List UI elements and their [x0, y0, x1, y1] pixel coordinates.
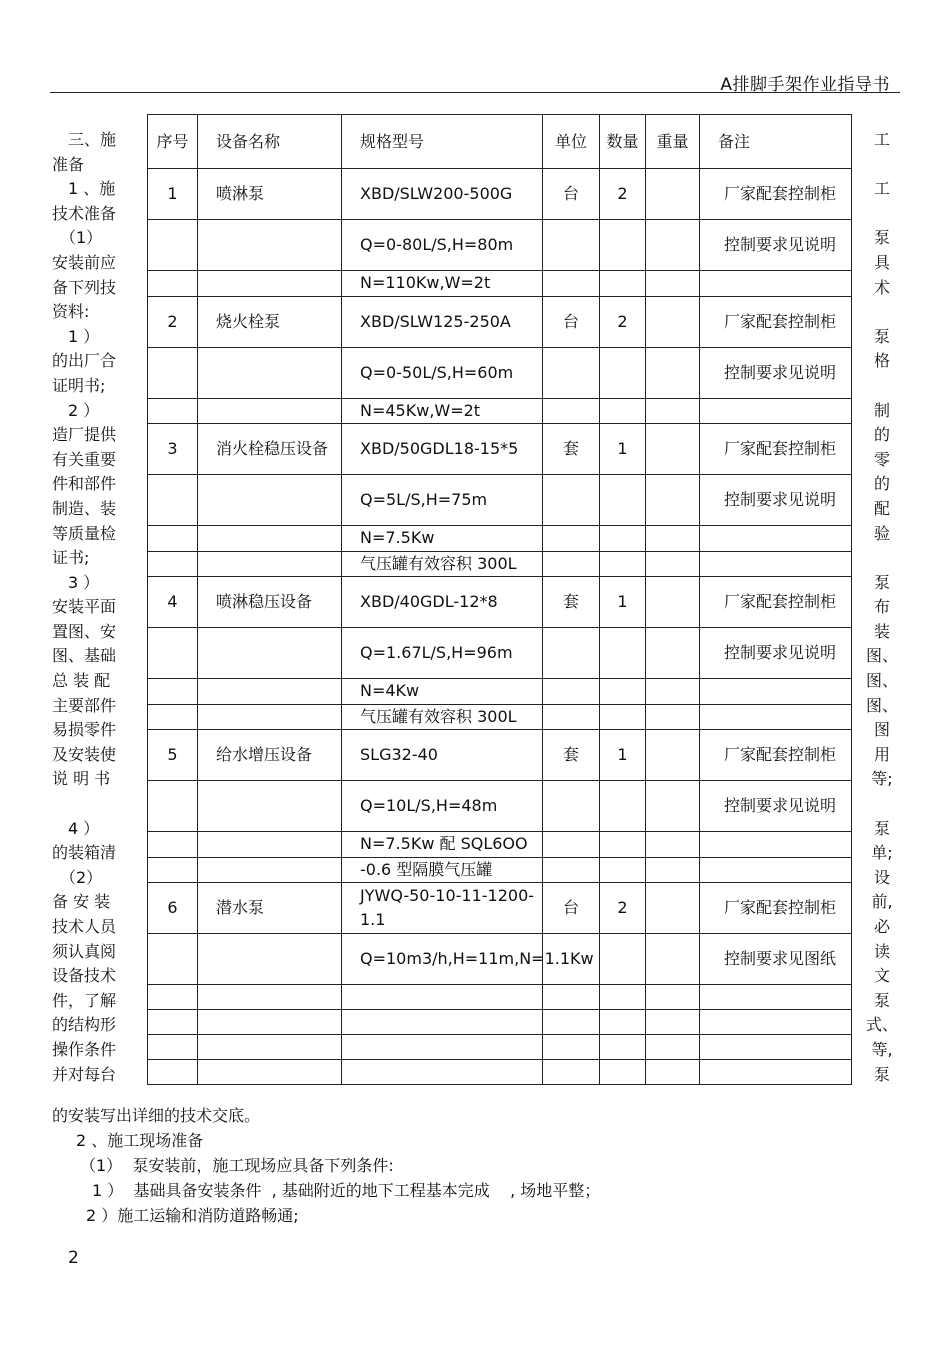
cell-qty — [600, 347, 646, 398]
table-row — [148, 832, 852, 858]
body-line-3: （1） 泵安装前，施工现场应具备下列条件: — [72, 1156, 394, 1175]
right-text-column — [862, 128, 902, 1087]
cell-unit: 台 — [543, 296, 600, 347]
cell-name: 消火栓稳压设备 — [198, 424, 342, 475]
left-text-line: 备下列技 — [52, 277, 117, 297]
cell-unit — [543, 220, 600, 271]
right-text-line: 泵 — [873, 326, 890, 346]
cell-unit: 套 — [543, 730, 600, 781]
right-text-line: 泵 — [873, 1064, 890, 1084]
cell-unit — [543, 398, 600, 424]
cell-spec: -0.6 型隔膜气压罐 — [342, 857, 543, 883]
right-text-line: 图、 — [865, 671, 898, 691]
header-cell-note: 备注 — [700, 115, 852, 169]
left-text-line: 的出厂合 — [52, 351, 117, 371]
cell-qty — [600, 832, 646, 858]
right-text-line: 布 — [873, 597, 890, 617]
cell-spec: Q=0-50L/S,H=60m — [342, 347, 543, 398]
right-text-line: 泵 — [873, 228, 890, 248]
cell-note: 控制要求见图纸 — [700, 934, 852, 985]
cell-name — [198, 679, 342, 705]
cell-spec: Q=0-80L/S,H=80m — [342, 220, 543, 271]
cell-qty — [600, 1035, 646, 1060]
cell-weight — [646, 1035, 700, 1060]
cell-unit: 台 — [543, 169, 600, 220]
table-row — [148, 730, 852, 781]
cell-weight — [646, 475, 700, 526]
body-line-2: 2 、施工现场准备 — [60, 1131, 204, 1150]
cell-note: 厂家配套控制柜 — [700, 424, 852, 475]
left-text-line: 安装平面 — [52, 597, 117, 617]
right-text-line: 装 — [873, 621, 890, 641]
cell-unit — [543, 526, 600, 552]
header-cell-spec: 规格型号 — [342, 115, 543, 169]
table-row — [148, 857, 852, 883]
left-text-line: 制造、装 — [52, 498, 117, 518]
cell-note — [700, 1035, 852, 1060]
table-row — [148, 883, 852, 934]
cell-weight — [646, 271, 700, 297]
cell-note: 厂家配套控制柜 — [700, 883, 852, 934]
left-text-line: 安装前应 — [52, 252, 117, 272]
equipment-table — [147, 114, 852, 1085]
right-text-line: 设 — [873, 867, 890, 887]
cell-weight — [646, 883, 700, 934]
left-text-line: 等质量检 — [52, 523, 117, 543]
cell-qty — [600, 679, 646, 705]
right-text-line: 必 — [873, 917, 890, 936]
table-row — [148, 781, 852, 832]
cell-unit — [543, 551, 600, 577]
cell-spec: Q=1.67L/S,H=96m — [342, 628, 543, 679]
left-text-line: 须认真阅 — [52, 941, 117, 961]
right-text-line: 等; — [871, 769, 893, 789]
cell-weight — [646, 857, 700, 883]
cell-qty — [600, 398, 646, 424]
cell-spec — [342, 1035, 543, 1060]
cell-weight — [646, 398, 700, 424]
right-text-line — [862, 300, 902, 325]
cell-note: 控制要求见说明 — [700, 347, 852, 398]
cell-weight — [646, 551, 700, 577]
cell-seq — [148, 934, 198, 985]
table-row — [148, 551, 852, 577]
left-text-line: 1 ） — [52, 326, 100, 346]
cell-spec: XBD/SLW125-250A — [342, 296, 543, 347]
cell-note — [700, 832, 852, 858]
page-number: 2 — [68, 1248, 79, 1268]
cell-qty: 1 — [600, 424, 646, 475]
right-text-line: 图 — [873, 720, 890, 740]
cell-seq — [148, 832, 198, 858]
cell-seq — [148, 628, 198, 679]
table-row — [148, 679, 852, 705]
cell-note — [700, 526, 852, 552]
cell-name — [198, 526, 342, 552]
cell-name: 潜水泵 — [198, 883, 342, 934]
cell-qty — [600, 1060, 646, 1085]
cell-weight — [646, 730, 700, 781]
cell-unit — [543, 832, 600, 858]
cell-qty — [600, 1010, 646, 1035]
cell-name — [198, 985, 342, 1010]
left-text-line: 说 明 书 — [52, 769, 111, 789]
right-text-line: 式、 — [865, 1015, 898, 1035]
left-text-column — [52, 128, 132, 1087]
cell-note: 控制要求见说明 — [700, 781, 852, 832]
right-text-line: 等, — [871, 1039, 893, 1059]
cell-note — [700, 857, 852, 883]
table-row — [148, 577, 852, 628]
header-cell-name: 设备名称 — [198, 115, 342, 169]
right-text-line: 格 — [873, 351, 890, 371]
cell-unit — [543, 628, 600, 679]
cell-spec: Q=10m3/h,H=11m,N=1.1Kw — [342, 934, 543, 985]
table-row — [148, 526, 852, 552]
left-text-line: 准备 — [52, 154, 85, 174]
cell-unit — [543, 1010, 600, 1035]
cell-name — [198, 628, 342, 679]
cell-spec — [342, 985, 543, 1010]
cell-qty: 1 — [600, 730, 646, 781]
right-text-line — [862, 792, 902, 817]
left-text-line: 操作条件 — [52, 1039, 117, 1059]
cell-spec: XBD/SLW200-500G — [342, 169, 543, 220]
left-text-line: 1 、施 — [52, 179, 116, 199]
cell-unit: 套 — [543, 424, 600, 475]
right-text-line: 术 — [873, 277, 890, 297]
cell-qty — [600, 220, 646, 271]
cell-note: 厂家配套控制柜 — [700, 169, 852, 220]
cell-qty: 2 — [600, 296, 646, 347]
cell-qty: 2 — [600, 883, 646, 934]
cell-seq — [148, 551, 198, 577]
right-text-line: 验 — [873, 523, 890, 543]
right-text-line: 泵 — [873, 818, 890, 838]
left-text-line: 件和部件 — [52, 474, 117, 494]
cell-spec: Q=5L/S,H=75m — [342, 475, 543, 526]
left-text-line: 技术准备 — [52, 203, 117, 223]
table-header-row — [148, 115, 852, 169]
cell-seq — [148, 271, 198, 297]
cell-note: 控制要求见说明 — [700, 628, 852, 679]
header-cell-unit: 单位 — [543, 115, 600, 169]
cell-weight — [646, 704, 700, 730]
cell-spec: SLG32-40 — [342, 730, 543, 781]
left-text-line: 2 ） — [52, 400, 100, 420]
left-text-line: 3 ） — [52, 572, 100, 592]
cell-weight — [646, 526, 700, 552]
left-text-line: 有关重要 — [52, 449, 117, 469]
cell-qty: 1 — [600, 577, 646, 628]
left-text-line: 并对每台 — [52, 1064, 117, 1084]
cell-weight — [646, 424, 700, 475]
cell-seq — [148, 857, 198, 883]
right-text-line: 泵 — [873, 572, 890, 592]
cell-unit — [543, 679, 600, 705]
left-text-line: 易损零件 — [52, 720, 117, 740]
right-text-line: 的 — [873, 474, 890, 494]
cell-unit — [543, 347, 600, 398]
right-text-line — [862, 153, 902, 178]
body-line-1: 的安装写出详细的技术交底。 — [52, 1106, 261, 1125]
table-row — [148, 704, 852, 730]
table-row — [148, 271, 852, 297]
cell-weight — [646, 934, 700, 985]
cell-name: 烧火栓泵 — [198, 296, 342, 347]
left-text-line: 技术人员 — [52, 917, 117, 936]
cell-seq — [148, 526, 198, 552]
cell-name — [198, 1010, 342, 1035]
cell-qty — [600, 526, 646, 552]
left-text-line: 的结构形 — [52, 1015, 117, 1035]
cell-seq — [148, 1060, 198, 1085]
left-text-line: 4 ） — [52, 818, 100, 838]
cell-spec: 气压罐有效容积 300L — [342, 704, 543, 730]
cell-seq — [148, 398, 198, 424]
cell-name: 给水增压设备 — [198, 730, 342, 781]
right-text-line — [862, 546, 902, 571]
table-row — [148, 985, 852, 1010]
cell-spec: 气压罐有效容积 300L — [342, 551, 543, 577]
cell-qty — [600, 271, 646, 297]
table-row — [148, 1010, 852, 1035]
left-text-line: 图、基础 — [52, 646, 117, 666]
cell-weight — [646, 679, 700, 705]
cell-unit — [543, 475, 600, 526]
table-row — [148, 424, 852, 475]
left-text-line: （2） — [52, 867, 103, 887]
right-text-line: 用 — [873, 744, 890, 764]
cell-unit — [543, 781, 600, 832]
right-text-line: 图、 — [865, 646, 898, 666]
table-row — [148, 934, 852, 985]
table-row — [148, 169, 852, 220]
cell-name — [198, 832, 342, 858]
left-text-line: 三、施 — [52, 130, 117, 149]
cell-note: 控制要求见说明 — [700, 475, 852, 526]
cell-name — [198, 475, 342, 526]
cell-name — [198, 1060, 342, 1085]
left-text-line: （1） — [52, 228, 103, 248]
cell-note: 厂家配套控制柜 — [700, 730, 852, 781]
left-text-line: 资料: — [52, 302, 90, 322]
cell-seq — [148, 679, 198, 705]
table-row — [148, 1060, 852, 1085]
right-text-line: 单; — [871, 843, 893, 863]
cell-unit — [543, 1035, 600, 1060]
cell-seq — [148, 781, 198, 832]
cell-name: 喷淋泵 — [198, 169, 342, 220]
cell-note — [700, 398, 852, 424]
right-text-line: 读 — [873, 941, 890, 961]
cell-name — [198, 704, 342, 730]
right-text-line: 泵 — [873, 990, 890, 1010]
cell-spec: JYWQ-50-10-11-1200-1.1 — [342, 883, 543, 934]
cell-note: 厂家配套控制柜 — [700, 577, 852, 628]
cell-note — [700, 1010, 852, 1035]
table-row — [148, 628, 852, 679]
cell-note — [700, 551, 852, 577]
cell-seq — [148, 475, 198, 526]
cell-spec: N=110Kw,W=2t — [342, 271, 543, 297]
cell-spec — [342, 1060, 543, 1085]
cell-weight — [646, 1060, 700, 1085]
cell-spec: N=7.5Kw 配 SQL6OO — [342, 832, 543, 858]
cell-seq — [148, 985, 198, 1010]
cell-spec: N=45Kw,W=2t — [342, 398, 543, 424]
cell-qty — [600, 475, 646, 526]
cell-qty — [600, 551, 646, 577]
left-text-line: 证书; — [52, 548, 90, 568]
header-cell-qty: 数量 — [600, 115, 646, 169]
cell-spec: N=4Kw — [342, 679, 543, 705]
table-row — [148, 398, 852, 424]
cell-weight — [646, 985, 700, 1010]
cell-note — [700, 985, 852, 1010]
cell-spec: N=7.5Kw — [342, 526, 543, 552]
table-row — [148, 347, 852, 398]
cell-spec: XBD/50GDL18-15*5 — [342, 424, 543, 475]
cell-seq: 1 — [148, 169, 198, 220]
cell-name — [198, 551, 342, 577]
cell-seq: 6 — [148, 883, 198, 934]
cell-name — [198, 220, 342, 271]
cell-spec: XBD/40GDL-12*8 — [342, 577, 543, 628]
cell-name — [198, 398, 342, 424]
left-text-line: 造厂提供 — [52, 425, 117, 445]
cell-seq — [148, 704, 198, 730]
cell-weight — [646, 781, 700, 832]
header-divider — [50, 92, 900, 93]
left-text-line: 及安装使 — [52, 744, 117, 764]
cell-name: 喷淋稳压设备 — [198, 577, 342, 628]
left-text-line: 备 安 装 — [52, 892, 111, 912]
cell-note — [700, 271, 852, 297]
cell-note — [700, 679, 852, 705]
cell-unit — [543, 271, 600, 297]
header-cell-weight: 重量 — [646, 115, 700, 169]
body-line-5: 2 ）施工运输和消防道路畅通; — [70, 1206, 299, 1225]
right-text-line: 的 — [873, 425, 890, 445]
left-text-line: 主要部件 — [52, 695, 117, 715]
cell-seq: 2 — [148, 296, 198, 347]
right-text-line: 文 — [873, 966, 890, 986]
cell-weight — [646, 169, 700, 220]
cell-seq — [148, 347, 198, 398]
left-text-line: 设备技术 — [52, 966, 117, 986]
cell-note: 厂家配套控制柜 — [700, 296, 852, 347]
header-cell-seq: 序号 — [148, 115, 198, 169]
cell-weight — [646, 628, 700, 679]
cell-unit — [543, 704, 600, 730]
cell-weight — [646, 577, 700, 628]
cell-unit — [543, 857, 600, 883]
cell-unit: 套 — [543, 577, 600, 628]
cell-unit: 台 — [543, 883, 600, 934]
cell-weight — [646, 220, 700, 271]
cell-qty — [600, 934, 646, 985]
right-text-line: 零 — [873, 449, 890, 469]
right-text-line: 配 — [873, 498, 890, 518]
cell-note — [700, 704, 852, 730]
cell-weight — [646, 832, 700, 858]
body-line-4: 1 ） 基础具备安装条件 , 基础附近的地下工程基本完成 , 场地平整； — [76, 1181, 601, 1200]
right-text-line: 工 — [873, 179, 890, 199]
left-text-line: 总 装 配 — [52, 671, 111, 691]
right-text-line: 图、 — [865, 695, 898, 715]
left-text-line: 的装箱清 — [52, 843, 117, 863]
cell-qty — [600, 985, 646, 1010]
cell-seq — [148, 1010, 198, 1035]
cell-seq — [148, 220, 198, 271]
cell-weight — [646, 296, 700, 347]
cell-unit — [543, 985, 600, 1010]
table-row — [148, 296, 852, 347]
left-text-line: 置图、安 — [52, 621, 117, 641]
table-row — [148, 1035, 852, 1060]
cell-name — [198, 857, 342, 883]
table-row — [148, 475, 852, 526]
cell-weight — [646, 1010, 700, 1035]
table-row — [148, 220, 852, 271]
cell-name — [198, 347, 342, 398]
cell-note: 控制要求见说明 — [700, 220, 852, 271]
document-header-title: A排脚手架作业指导书 — [720, 75, 890, 95]
left-text-line: 证明书; — [52, 375, 106, 395]
right-text-line: 工 — [873, 130, 890, 149]
cell-name — [198, 1035, 342, 1060]
cell-spec — [342, 1010, 543, 1035]
cell-qty: 2 — [600, 169, 646, 220]
left-text-line — [52, 792, 132, 817]
cell-seq: 3 — [148, 424, 198, 475]
cell-weight — [646, 347, 700, 398]
left-text-line: 件，了解 — [52, 990, 117, 1010]
right-text-line: 制 — [873, 400, 890, 420]
right-text-line — [862, 202, 902, 227]
cell-spec: Q=10L/S,H=48m — [342, 781, 543, 832]
cell-qty — [600, 857, 646, 883]
cell-seq: 5 — [148, 730, 198, 781]
right-text-line — [862, 374, 902, 399]
cell-qty — [600, 628, 646, 679]
cell-qty — [600, 704, 646, 730]
cell-qty — [600, 781, 646, 832]
right-text-line: 具 — [873, 252, 890, 272]
cell-seq — [148, 1035, 198, 1060]
cell-name — [198, 934, 342, 985]
cell-note — [700, 1060, 852, 1085]
cell-unit — [543, 1060, 600, 1085]
cell-name — [198, 271, 342, 297]
right-text-line: 前, — [871, 892, 893, 912]
cell-name — [198, 781, 342, 832]
cell-seq: 4 — [148, 577, 198, 628]
